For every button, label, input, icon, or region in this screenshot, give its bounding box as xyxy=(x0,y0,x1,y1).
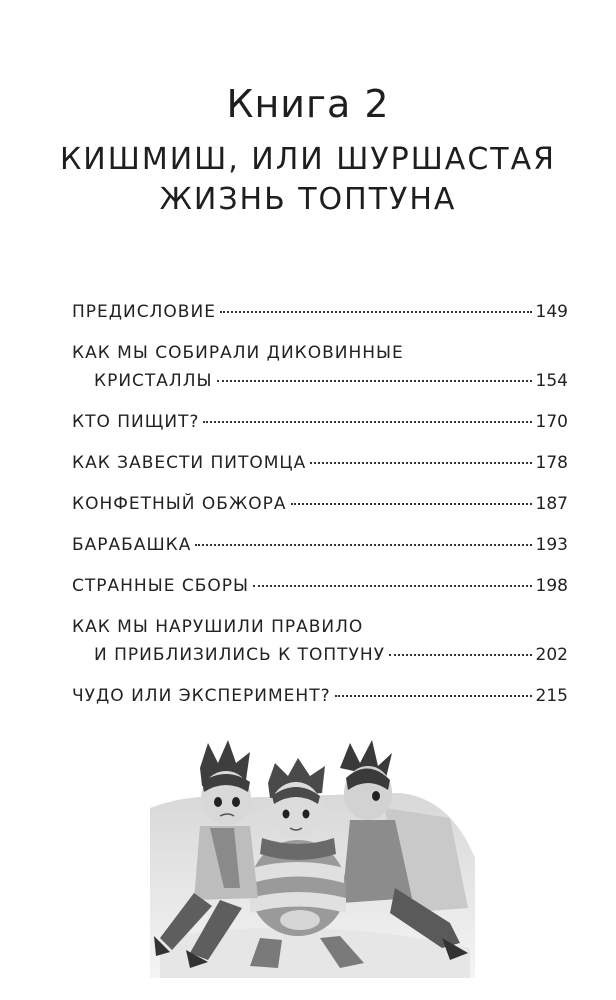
toc-entry xyxy=(72,341,568,393)
toc-entry-title: КАК МЫ НАРУШИЛИ ПРАВИЛО xyxy=(72,617,364,637)
toc-entry-title: ПРЕДИСЛОВИЕ xyxy=(72,302,216,322)
toc-page-number: 202 xyxy=(535,645,568,665)
toc-entry-title: СТРАННЫЕ СБОРЫ xyxy=(72,576,250,596)
toc-entry-title: БАРАБАШКА xyxy=(72,535,192,555)
toc-entry xyxy=(72,410,568,434)
toc-page-number: 198 xyxy=(535,576,568,596)
toc-page-number: 154 xyxy=(535,371,568,391)
toc-leader-dots xyxy=(389,653,532,656)
toc-entry-title-continued: И ПРИБЛИЗИЛИСЬ К ТОПТУНУ xyxy=(94,645,385,665)
toc-leader-dots xyxy=(217,379,532,382)
toc-entry-title: КАК МЫ СОБИРАЛИ ДИКОВИННЫЕ xyxy=(72,343,404,363)
toc-page-number: 193 xyxy=(535,535,568,555)
toc-leader-dots xyxy=(220,310,532,313)
toc-leader-dots xyxy=(335,694,532,697)
toc-entry xyxy=(72,451,568,475)
three-children-illustration xyxy=(150,738,475,978)
toc-leader-dots xyxy=(253,584,532,587)
toc-page-number: 149 xyxy=(535,302,568,322)
toc-entry-title: ЧУДО ИЛИ ЭКСПЕРИМЕНТ? xyxy=(72,686,331,706)
toc-entry-title-continued: КРИСТАЛЛЫ xyxy=(94,371,213,391)
toc-page-number: 215 xyxy=(535,686,568,706)
toc-entry-title: КАК ЗАВЕСТИ ПИТОМЦА xyxy=(72,453,307,473)
toc-entry xyxy=(72,684,568,708)
toc-entry xyxy=(72,615,568,667)
toc-leader-dots xyxy=(291,502,532,505)
toc-page-number: 187 xyxy=(535,494,568,514)
table-of-contents xyxy=(72,300,568,725)
toc-leader-dots xyxy=(310,461,531,464)
toc-entry-title: КОНФЕТНЫЙ ОБЖОРА xyxy=(72,494,287,514)
book-title-line: КИШМИШ, ИЛИ ШУРШАСТАЯ xyxy=(60,142,556,177)
toc-page-number: 178 xyxy=(535,453,568,473)
toc-leader-dots xyxy=(203,420,531,423)
toc-entry xyxy=(72,492,568,516)
toc-entry xyxy=(72,300,568,324)
toc-entry-title: КТО ПИЩИТ? xyxy=(72,412,200,432)
toc-entry xyxy=(72,533,568,557)
book-number-heading: Книга 2 xyxy=(226,82,390,126)
toc-leader-dots xyxy=(195,543,531,546)
book-title xyxy=(0,140,616,220)
book-title-line: ЖИЗНЬ ТОПТУНА xyxy=(159,182,457,217)
toc-page-number: 170 xyxy=(535,412,568,432)
toc-entry xyxy=(72,574,568,598)
